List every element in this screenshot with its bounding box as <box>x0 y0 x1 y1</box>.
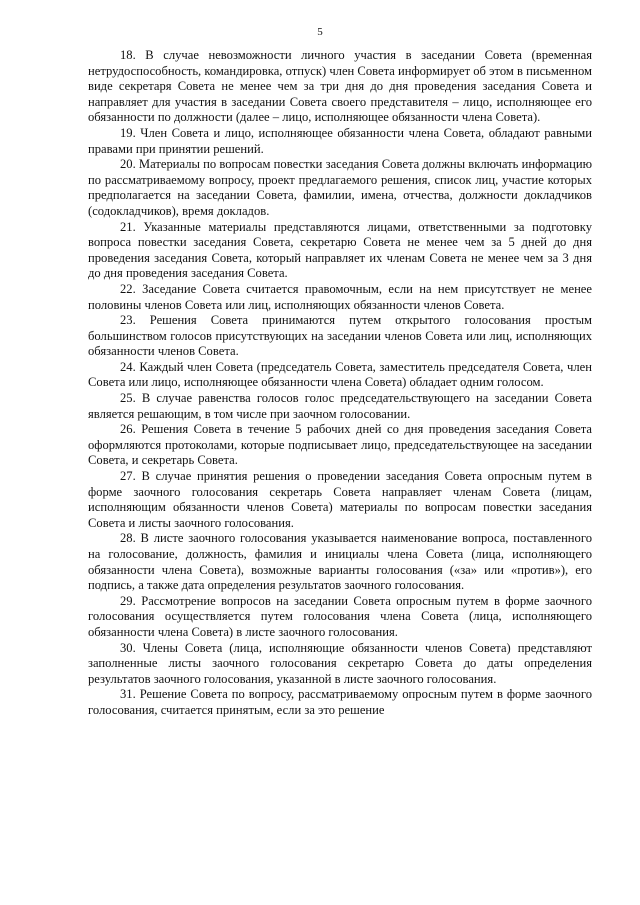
paragraph-28: 28. В листе заочного голосования указывается наименование вопроса, поставленного на голосование, должность, фамилия и инициалы члена Совета (лица, исполняющего обязанности члена Совета), возможные варианты голосования («за» или «против»), его подпись, а также дата определения результатов заочного голосования. <box>88 531 592 593</box>
paragraph-27: 27. В случае принятия решения о проведении заседания Совета опросным путем в форме заочного голосования секретарь Совета направляет членам Совета (лицам, исполняющим обязанности членов Совета) материалы по вопросам повестки заседания Совета и листы заочного голосования. <box>88 469 592 530</box>
paragraph-31: 31. Решение Совета по вопросу, рассматриваемому опросным путем в форме заочного голосования, считается принятым, если за это решение <box>88 687 592 717</box>
paragraph-24: 24. Каждый член Совета (председатель Совета, заместитель председателя Совета, член Совета или лицо, исполняющее обязанности члена Совета) обладает одним голосом. <box>88 359 592 390</box>
paragraph-23: 23. Решения Совета принимаются путем открытого голосования простым большинством голосов присутствующих на заседании членов Совета или лиц, исполняющих обязанности членов Совета. <box>88 313 592 359</box>
paragraph-20: 20. Материалы по вопросам повестки заседания Совета должны включать информацию по рассматриваемому вопросу, проект предлагаемого решения, список лиц, участие которых предполагается на заседании Совета, фамилии, имена, отчества, должности докладчиков (содокладчиков), время докладов. <box>88 157 592 218</box>
page-number: 5 <box>317 26 323 38</box>
paragraph-22: 22. Заседание Совета считается правомочным, если на нем присутствует не менее половины членов Совета или лиц, исполняющих обязанности членов Совета. <box>88 281 592 312</box>
paragraph-19: 19. Член Совета и лицо, исполняющее обязанности члена Совета, обладают равными правами при принятии решений. <box>88 125 592 156</box>
document-body <box>88 48 592 719</box>
paragraph-21: 21. Указанные материалы представляются лицами, ответственными за подготовку вопроса повестки заседания Совета, секретарю Совета не менее чем за 5 дней до дня проведения заседания Совета, который направляет их членам Совета не менее чем за 3 дня до дня проведения заседания Совета. <box>88 219 592 281</box>
paragraph-18: 18. В случае невозможности личного участия в заседании Совета (временная нетрудоспособность, командировка, отпуск) член Совета информирует об этом в письменном виде секретаря Совета не менее чем за три дня до дня проведения заседания Совета и направляет для участия в заседании Совета своего представителя – лицо, исполняющее его обязанности по должности (далее – лицо, исполняющее обязанности члена Совета). <box>88 48 592 125</box>
paragraph-25: 25. В случае равенства голосов голос председательствующего на заседании Совета является решающим, в том числе при заочном голосовании. <box>88 391 592 421</box>
paragraph-26: 26. Решения Совета в течение 5 рабочих дней со дня проведения заседания Совета оформляются протоколами, которые подписывает лицо, председательствующее на заседании Совета, и секретарь Совета. <box>88 422 592 468</box>
paragraph-29: 29. Рассмотрение вопросов на заседании Совета опросным путем в форме заочного голосования осуществляется путем голосования члена Совета (лица, исполняющего обязанности члена Совета) в листе заочного голосования. <box>88 593 592 639</box>
paragraph-30: 30. Члены Совета (лица, исполняющие обязанности членов Совета) представляют заполненные листы заочного голосования секретарю Совета до даты определения результатов заочного голосования, указанной в листе заочного голосования. <box>88 640 592 686</box>
